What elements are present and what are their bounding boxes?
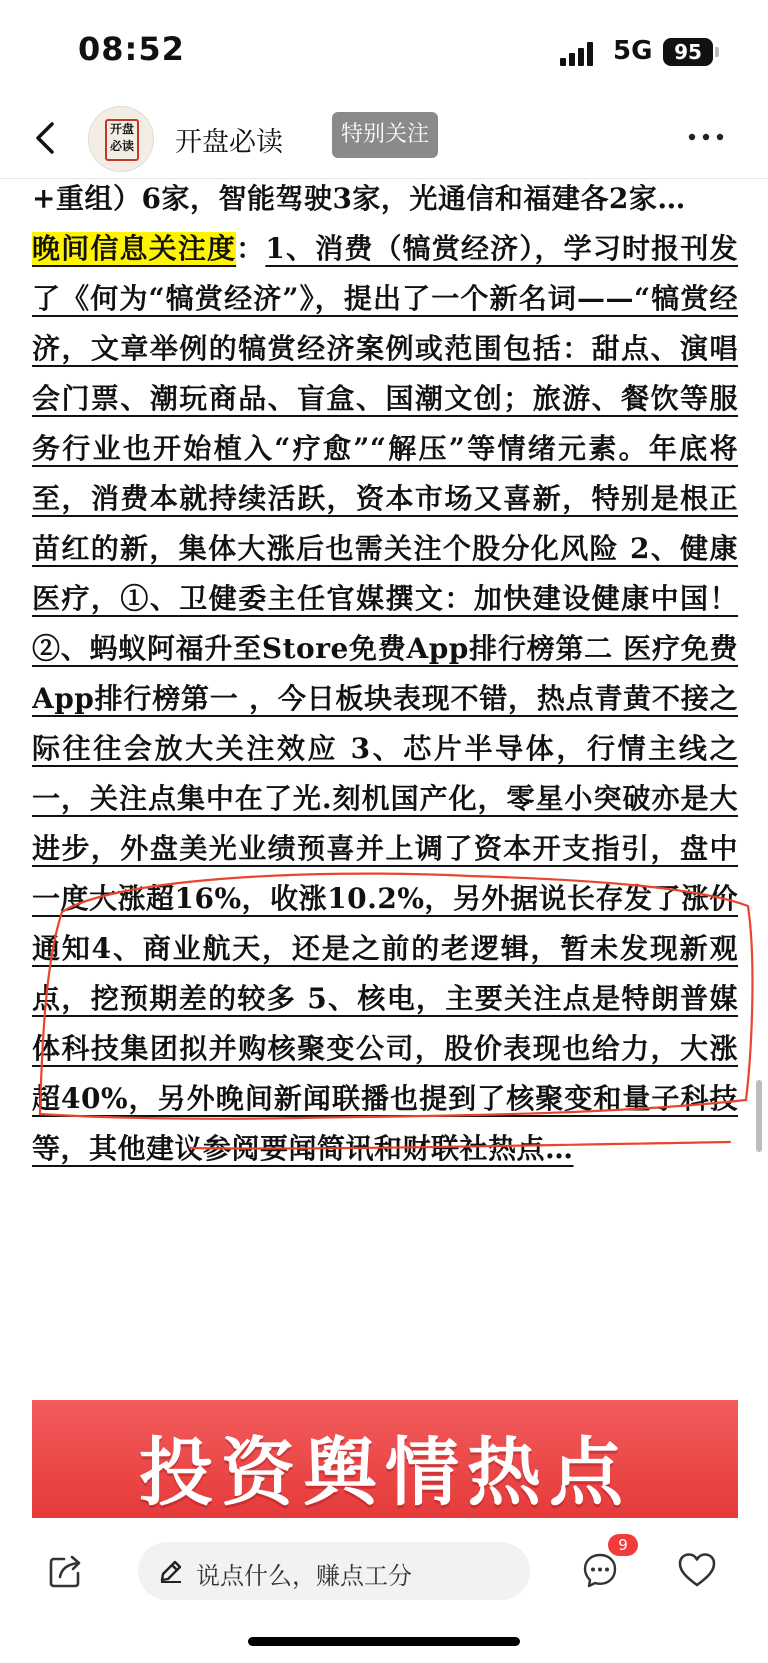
comment-icon (582, 1552, 618, 1588)
battery-tip (715, 47, 719, 57)
back-button[interactable] (28, 114, 68, 162)
status-time: 08:52 (78, 30, 185, 68)
more-icon (686, 122, 726, 152)
comments-button[interactable] (582, 1552, 618, 1588)
label-colon: ： (236, 232, 266, 265)
battery-icon (663, 38, 713, 66)
home-indicator[interactable] (248, 1637, 520, 1646)
like-button[interactable] (678, 1552, 716, 1588)
avatar-line-1: 开盘 (109, 122, 134, 136)
avatar-logo (105, 119, 139, 161)
bottom-toolbar (0, 1518, 768, 1663)
highlight-label: 晚间信息关注度 (32, 232, 237, 265)
banner-title: 投资舆情热点 (139, 1430, 631, 1516)
back-icon (28, 114, 68, 162)
heart-icon (678, 1552, 716, 1588)
article-body (32, 174, 738, 1400)
comment-placeholder: 说点什么，赚点工分 (196, 1562, 412, 1590)
network-label: 5G (613, 36, 653, 66)
article-text: 1、消费（犒赏经济），学习时报刊发了《何为“犒赏经济”》，提出了一个新名词——“犒赏经济，文章举例的犒赏经济案例或范围包括：甜点、演唱会门票、潮玩商品、盲盒、国潮文创；旅游、餐饮等服务行业也开始植入“疗愈”“解压”等情绪元素。年底将至，消费本就持续活跃，资本市场又喜新，特别是根正苗红的新，集体大涨后也需关注个股分化风险 2、健康医疗，①、卫健委主任官媒撰文：加快建设健康中国！ ②、蚂蚁阿福升至Store免费App排行榜第二 医疗免费App排行榜第一 ，今日板块表现不错，热点青黄不接之际往往会放大关注效应 3、芯片半导体，行情主线之一，关注点集中在了光.刻机国产化，零星小突破亦是大进步，外盘美光业绩预喜并上调了资本开支指引，盘中一度大涨超16%，收涨10.2%，另外据说长存发了涨价通知4、商业航天，还是之前的老逻辑，暂未发现新观点，挖预期差的较多 5、核电，主要关注点是特朗普媒体科技集团拟并购核聚变公司，股价表现也给力，大涨超40%，另外晚间新闻联播也提到了核聚变和量子科技等，其他建议参阅要闻简讯和财联社热点… (32, 232, 738, 1165)
battery-level: 95 (674, 40, 702, 64)
signal-icon (560, 42, 600, 66)
share-icon (48, 1553, 84, 1589)
share-button[interactable] (48, 1553, 84, 1589)
nav-header (0, 100, 768, 179)
comment-count-badge: 9 (608, 1534, 638, 1556)
status-bar (0, 0, 768, 100)
avatar[interactable] (88, 106, 154, 172)
avatar-line-2: 必读 (109, 139, 134, 153)
follow-button[interactable]: 特别关注 (332, 112, 438, 158)
hot-topics-banner[interactable] (32, 1400, 738, 1518)
comment-input[interactable] (138, 1542, 530, 1600)
account-name[interactable]: 开盘必读 (175, 127, 283, 158)
article-paragraph (32, 174, 738, 1174)
article-intro: +重组）6家，智能驾驶3家，光通信和福建各2家… (32, 182, 686, 215)
scrollbar[interactable] (756, 1080, 762, 1152)
more-button[interactable] (686, 122, 726, 152)
pen-icon (158, 1558, 184, 1584)
